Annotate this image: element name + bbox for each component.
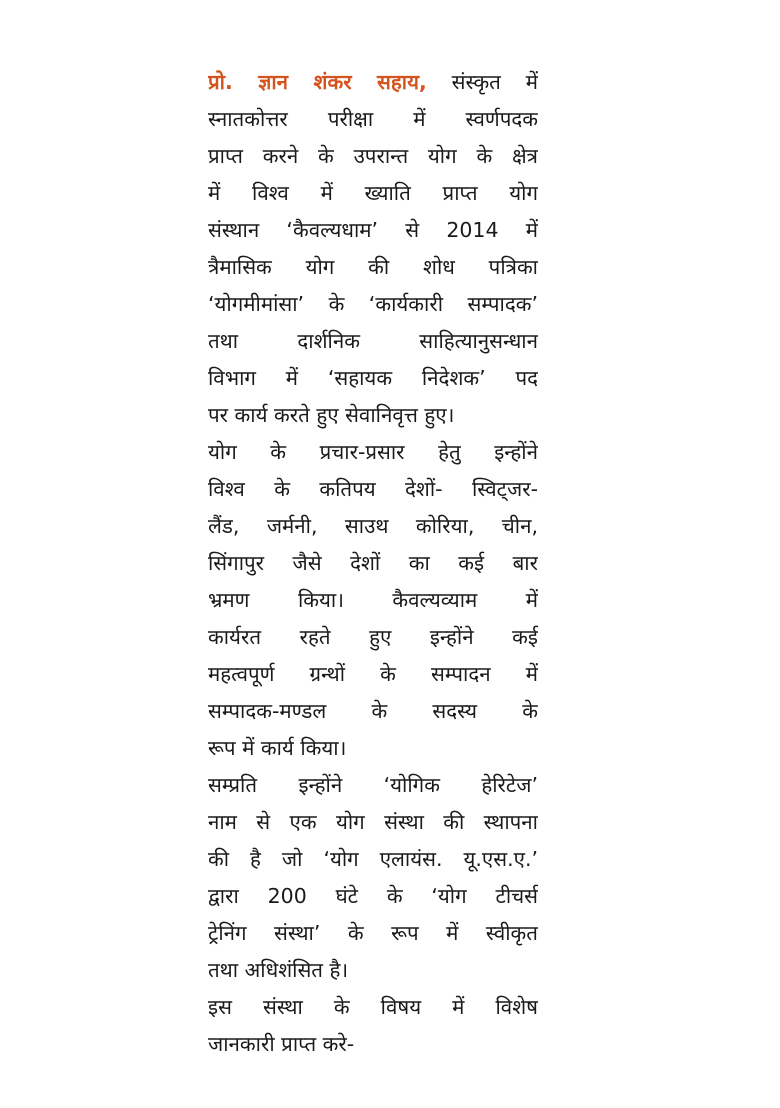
article-line-10: पर कार्य करते हुए सेवानिवृत्त हुए। <box>208 403 455 427</box>
article-line-14: सिंगापुर जैसे देशों का कई बार <box>208 551 538 575</box>
article-line-1 <box>208 64 538 101</box>
article-line-23: द्वारा 200 घंटे के ‘योग टीचर्स <box>208 884 538 908</box>
article-line-6: त्रैमासिक योग की शोध पत्रिका <box>208 255 538 279</box>
article-line-27: जानकारी प्राप्त करे- <box>208 1032 355 1056</box>
article-line-18: सम्पादक-मण्डल के सदस्य के <box>208 699 538 723</box>
article-line-16: कार्यरत रहते हुए इन्होंने कई <box>208 625 538 649</box>
article-line-25: तथा अधिशंसित है। <box>208 958 349 982</box>
article-line-12: विश्व के कतिपय देशों- स्विट्जर- <box>208 477 538 501</box>
article-line-24: ट्रेनिंग संस्था’ के रूप में स्वीकृत <box>208 921 538 945</box>
article-line-21: नाम से एक योग संस्था की स्थापना <box>208 810 538 834</box>
article-line-7: ‘योगमीमांसा’ के ‘कार्यकारी सम्पादक’ <box>208 292 538 316</box>
article-line-8: तथा दार्शनिक साहित्यानुसन्धान <box>208 329 538 353</box>
article-line-26: इस संस्था के विषय में विशेष <box>208 995 538 1019</box>
article-line-9: विभाग में ‘सहायक निदेशक’ पद <box>208 366 538 390</box>
article-line-22: की है जो ‘योग एलायंस. यू.एस.ए.’ <box>208 847 538 871</box>
article-line-1-text: संस्कृत में <box>451 70 538 94</box>
article-line-5: संस्थान ‘कैवल्यधाम’ से 2014 में <box>208 218 538 242</box>
article-line-3: प्राप्त करने के उपरान्त योग के क्षेत्र <box>208 144 538 168</box>
article-line-19: रूप में कार्य किया। <box>208 736 347 760</box>
article-column <box>208 64 538 1063</box>
article-line-11: योग के प्रचार-प्रसार हेतु इन्होंने <box>208 440 538 464</box>
article-line-4: में विश्व में ख्याति प्राप्त योग <box>208 181 538 205</box>
author-name: प्रो. ज्ञान शंकर सहाय, <box>208 70 427 94</box>
article-line-2: स्नातकोत्तर परीक्षा में स्वर्णपदक <box>208 107 538 131</box>
article-line-17: महत्वपूर्ण ग्रन्थों के सम्पादन में <box>208 662 538 686</box>
article-line-15: भ्रमण किया। कैवल्यव्याम में <box>208 588 538 612</box>
article-line-20: सम्प्रति इन्होंने ‘योगिक हेरिटेज’ <box>208 773 538 797</box>
article-line-13: लैंड, जर्मनी, साउथ कोरिया, चीन, <box>208 514 538 538</box>
